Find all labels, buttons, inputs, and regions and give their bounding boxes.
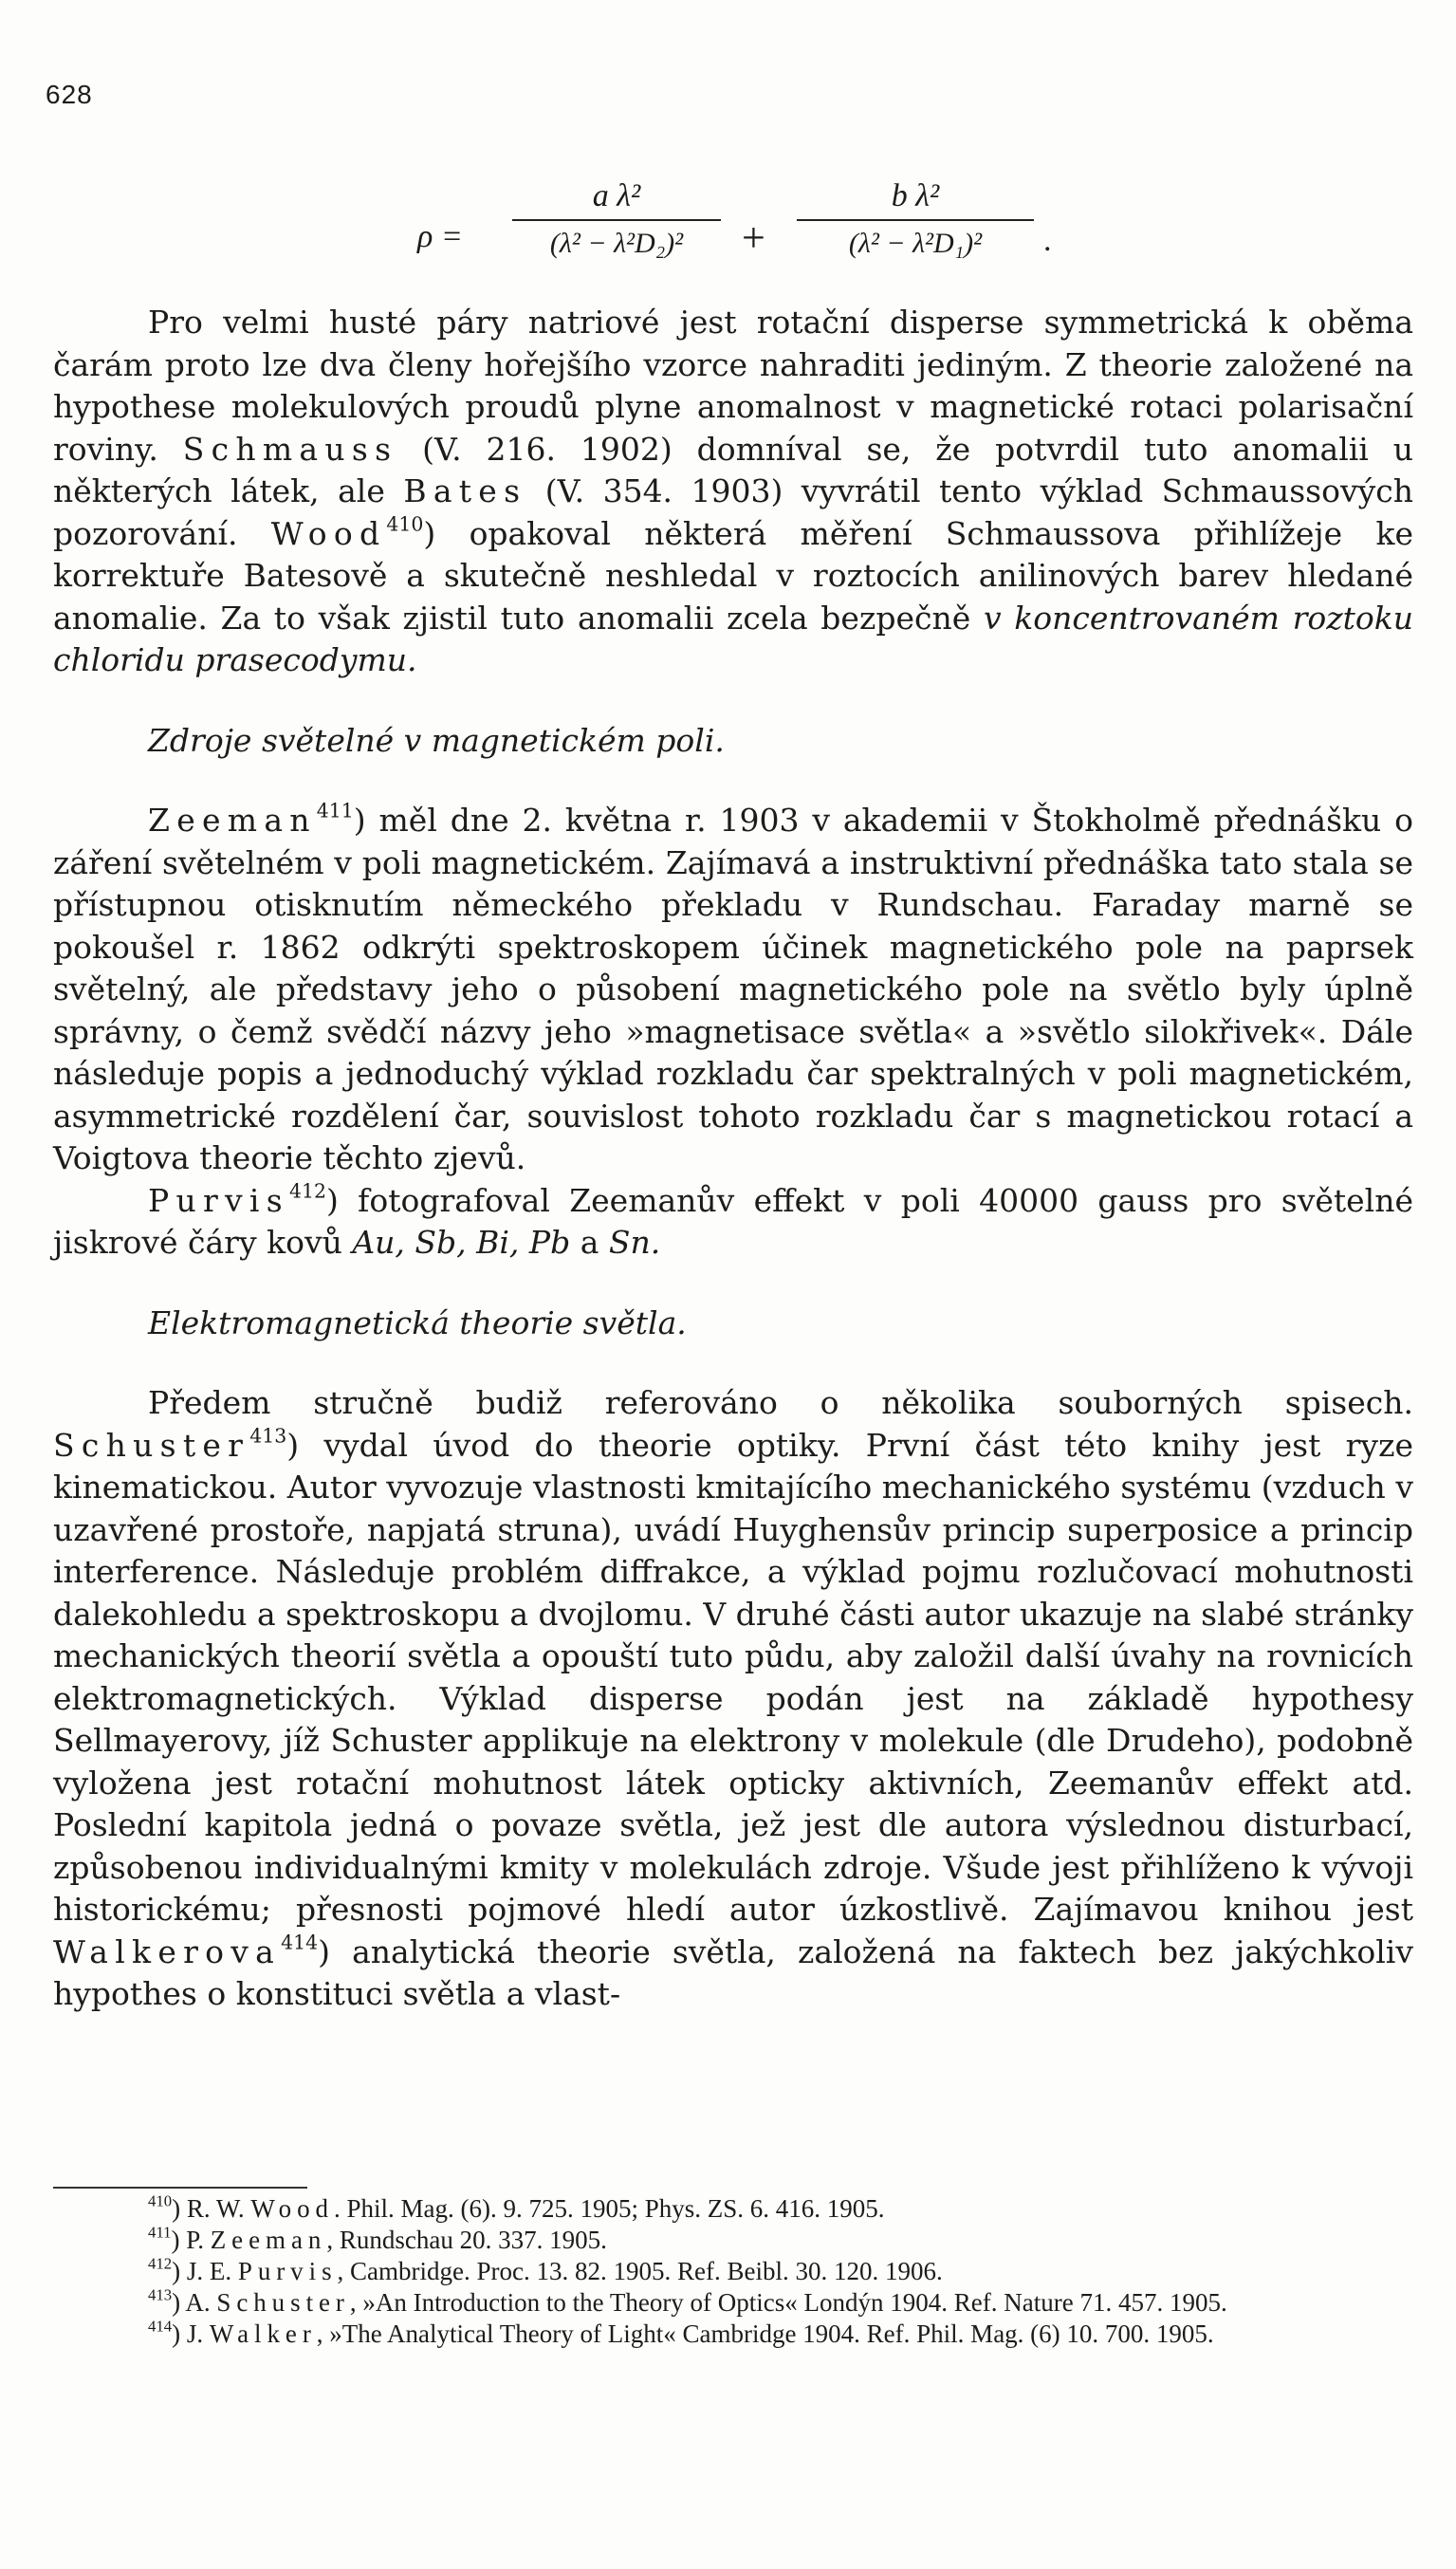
author-name: Schuster	[53, 1426, 250, 1464]
paragraph	[53, 800, 1413, 1180]
paragraph	[53, 302, 1413, 682]
footnote-separator	[53, 2187, 307, 2189]
formula-numerator-1: a λ²	[592, 178, 641, 213]
text-run: (V. 216. 1902) domníval se, že potvrdil tuto anomalii u některých látek, ale	[53, 430, 1414, 509]
author-name: Zeeman	[148, 802, 317, 839]
text-run: ) vydal úvod do theorie optiky. První část této knihy jest ryze kinematickou. Autor vyvozuje vlastnosti kmitajícího mechanického systému (vzduch v uzavřené prostoře, napjatá struna), uvádí Huyghensův princip superposice a princip interference. Následuje problém diffrakce, a výklad pojmu rozlučovací mohutnosti dalekohledu a spektroskopu a dvojlomu. V druhé části autor ukazuje na slabé stránky mechanických theorií světla a opouští tuto půdu, aby založil další úvahy na rovnicích elektromagnetických. Výklad disperse podán jest na základě hypothesy Sellmayerovy, jíž Schuster applikuje na elektrony v molekule (dle Drudeho), podobně vyložena jest rotační mohutnost látek opticky aktivních, Zeemanův effekt atd. Poslední kapitola jedná o povaze světla, jež jest dle autora výslednou disturbací, způsobenou individualnými kmity v molekulách zdroje. Všude jest přihlíženo k vývoji historickému; přesnosti pojmové hledí autor úzkostlivě. Zajímavou knihou jest	[53, 1426, 1413, 1928]
text-run: ) fotografoval Zeemanův effekt v poli 40000 gauss pro světelné jiskrové čáry kovů	[53, 1181, 1413, 1261]
rotation-formula	[417, 176, 1062, 280]
text-run: a	[570, 1224, 609, 1261]
text-run: ) R. W.	[172, 2194, 251, 2223]
author-name: Wood	[270, 514, 387, 552]
section-heading: Zdroje světelné v magnetickém poli.	[148, 721, 725, 759]
formula-period: .	[1043, 223, 1052, 258]
author-name: Walkerova	[53, 1932, 282, 1970]
footnote	[53, 2225, 1413, 2256]
footnote	[53, 2193, 1413, 2225]
text-run: . Phil. Mag. (6). 9. 725. 1905; Phys. ZS. 6. 416. 1905.	[333, 2194, 885, 2223]
formula-plus: +	[742, 214, 765, 261]
footnote-mark: 413	[148, 2285, 173, 2304]
formula-numerator-2: b λ²	[891, 178, 940, 213]
text-run: ) měl dne 2. května r. 1903 v akademii v Štokholmě přednášku o záření světelném v poli magnetickém. Zajímavá a instruktivní přednáška tato stala se přístupnou otisknutím německého překladu v Rundschau. Faraday marně se pokoušel r. 1862 odkrýti spektroskopem účinek magnetického pole na paprsek světelný, ale představy jeho o působení magnetického pole na světlo byly úplně správny, o čemž svědčí názvy jeho »magnetisace světla« a »světlo silokřivek«. Dále následuje popis a jednoduchý výklad rozkladu čar spektralných v poli magnetickém, asymmetrické rozdělení čar, souvislost tohoto rozkladu čar s magnetickou rotací a Voigtova theorie těchto zjevů.	[53, 802, 1413, 1176]
text-run: ) A.	[172, 2288, 217, 2317]
formula-denominator-1: (λ² − λ²D₂)²	[549, 228, 684, 259]
footnote	[53, 2256, 1413, 2287]
text-run: ) opakoval některá měření Schmaussova přihlížeje ke korrektuře Batesově a skutečně neshledal v roztocích anilinových barev hledané anomalie. Za to však zjistil tuto anomalii zcela bezpečně	[53, 514, 1413, 637]
text-run: , »The Analytical Theory of Light« Cambridge 1904. Ref. Phil. Mag. (6) 10. 700. 1905.	[316, 2319, 1214, 2348]
footnote-mark: 414	[148, 2317, 173, 2336]
footnote-mark: 411	[148, 2223, 172, 2242]
footnote-ref: 411	[316, 799, 354, 822]
footnote-mark: 412	[148, 2254, 173, 2273]
text-run: (V. 354. 1903) vyvrátil tento výklad Schmaussových pozorování.	[53, 472, 1413, 552]
author-name: Wood	[250, 2194, 334, 2223]
page-number: 628	[46, 80, 93, 109]
fraction-bar	[797, 219, 1034, 221]
footnote-ref: 414	[281, 1931, 319, 1954]
paragraph	[53, 1180, 1413, 1265]
formula-fraction-1	[512, 176, 721, 265]
author-name: Purvis	[148, 1181, 289, 1219]
section-heading: Elektromagnetická theorie světla.	[148, 1303, 687, 1341]
italic-run: v koncentrovaném roztoku chloridu prasecodymu.	[53, 599, 1413, 678]
text-run: , »An Introduction to the Theory of Optics« Londýn 1904. Ref. Nature 71. 457. 1905.	[349, 2288, 1227, 2317]
author-name: Zeeman	[210, 2226, 327, 2254]
text-run: ) J.	[172, 2319, 210, 2348]
footnote	[53, 2319, 1413, 2350]
footnote-ref: 410	[386, 512, 424, 536]
text-run: Pro velmi husté páry natriové jest rotační disperse symmetrická k oběma čarám proto lze dva členy hořejšího vzorce nahraditi jediným. Z theorie založené na hypothese molekulových proudů plyne anomalnost v magnetické rotaci polarisační roviny.	[53, 304, 1413, 468]
formula-fraction-2	[797, 176, 1034, 265]
text-run: , Rundschau 20. 337. 1905.	[326, 2226, 607, 2254]
author-name: Walker	[209, 2319, 317, 2348]
author-name: Bates	[403, 472, 527, 509]
italic-run: Sn.	[608, 1224, 661, 1261]
author-name: Schuster	[216, 2288, 350, 2317]
paragraph	[53, 1382, 1413, 2016]
author-name: Purvis	[237, 2257, 338, 2285]
footnotes	[53, 2193, 1413, 2350]
text-run: ) analytická theorie světla, založená na faktech bez jakýchkoliv hypothes o konstituci světla a vlast-	[53, 1932, 1413, 2012]
footnote-ref: 413	[249, 1424, 287, 1448]
text-run: , Cambridge. Proc. 13. 82. 1905. Ref. Beibl. 30. 120. 1906.	[337, 2257, 943, 2285]
body-text	[53, 302, 1413, 2016]
formula-denominator-2: (λ² − λ²D₁)²	[848, 228, 983, 259]
formula-lhs: ρ =	[417, 219, 463, 254]
footnote-mark: 410	[148, 2191, 173, 2210]
fraction-bar	[512, 219, 721, 221]
author-name: Schmauss	[182, 430, 398, 468]
text-run: ) J. E.	[172, 2257, 238, 2285]
italic-run: Au, Sb, Bi, Pb	[352, 1224, 571, 1261]
text-run: ) P.	[171, 2226, 211, 2254]
text-run: Předem stručně budiž referováno o několika souborných spisech.	[148, 1384, 1413, 1421]
footnote-ref: 412	[288, 1179, 326, 1203]
footnote	[53, 2287, 1413, 2319]
